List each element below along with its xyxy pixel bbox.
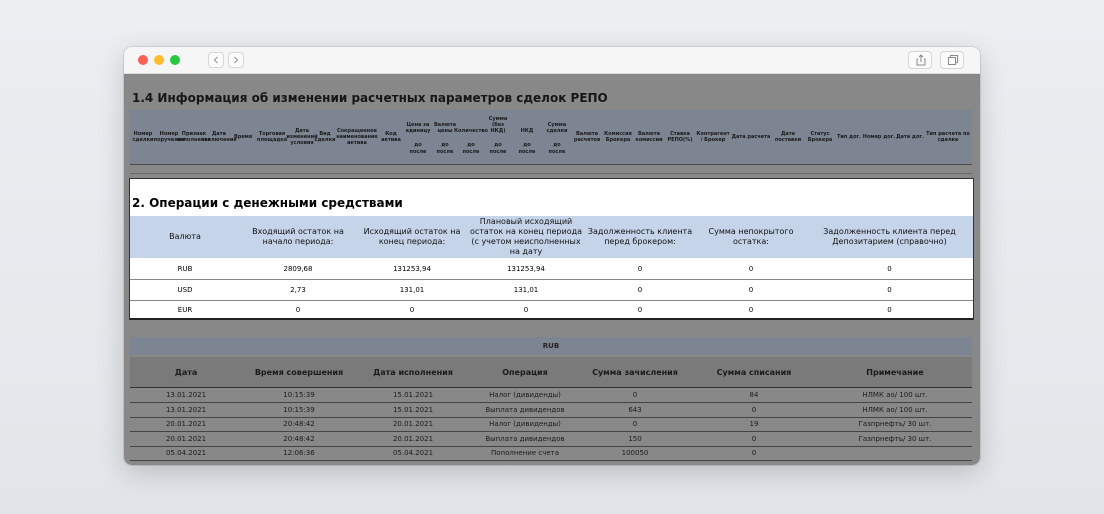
repo-sub-after: после bbox=[518, 149, 536, 155]
cash-cell: 0 bbox=[637, 306, 643, 314]
repo-col-header: Тип расчета по сделке bbox=[926, 131, 970, 143]
cash-col-header: Входящий остаток на начало периода: bbox=[252, 227, 344, 246]
ops-cell: НЛМК ао/ 100 шт. bbox=[862, 391, 928, 399]
ops-col-header: Дата bbox=[174, 367, 198, 377]
window-titlebar bbox=[124, 47, 980, 74]
cash-cell: 0 bbox=[887, 265, 892, 273]
repo-col-header: Дата изменений условия bbox=[286, 128, 318, 146]
repo-col-header: Сумма сделки bbox=[546, 122, 568, 134]
repo-col-header: Валюта цены bbox=[434, 122, 456, 134]
ops-cell: 19 bbox=[749, 420, 759, 428]
ops-cell: Налог (дивиденды) bbox=[489, 391, 561, 399]
repo-sub-after: после bbox=[462, 149, 480, 155]
repo-col-header: Количество bbox=[454, 128, 488, 134]
ops-cell: 0 bbox=[751, 405, 757, 414]
repo-table-header bbox=[130, 110, 972, 164]
cash-cell: 0 bbox=[748, 306, 754, 314]
cash-col-header: Валюта bbox=[169, 232, 201, 241]
page-content bbox=[124, 74, 980, 465]
ops-cell: 0 bbox=[751, 434, 757, 443]
ops-cell: 643 bbox=[628, 405, 642, 414]
repo-col-header: Тип дог. bbox=[836, 134, 862, 140]
ops-cell: 13.01.2021 bbox=[165, 391, 207, 399]
close-window-button[interactable] bbox=[138, 55, 148, 65]
cash-cell: 2,73 bbox=[290, 285, 306, 294]
forward-button[interactable] bbox=[228, 52, 244, 68]
repo-sub-after: после bbox=[548, 149, 566, 155]
cash-cell: 0 bbox=[637, 265, 643, 273]
ops-table-header bbox=[130, 357, 972, 388]
repo-sub-after: после bbox=[436, 149, 454, 155]
ops-cell: 84 bbox=[749, 391, 759, 399]
ops-cell: 12:06:36 bbox=[283, 449, 315, 457]
ops-cell: Выплата дивидендов bbox=[485, 405, 565, 414]
cash-cell: 0 bbox=[887, 306, 892, 314]
cash-cell: 0 bbox=[523, 306, 529, 314]
ops-cell: 15.01.2021 bbox=[392, 391, 434, 399]
repo-col-header: Код актива bbox=[381, 131, 401, 143]
ops-cell: Налог (дивиденды) bbox=[489, 420, 561, 428]
cash-cell: 131253,94 bbox=[393, 265, 431, 273]
repo-col-header: Ставка РЕПО(%) bbox=[667, 131, 693, 143]
ops-cell: 0 bbox=[751, 449, 757, 457]
ops-currency-band: RUB bbox=[130, 337, 972, 355]
repo-sub-before: до bbox=[467, 142, 475, 148]
cash-table-header bbox=[130, 216, 973, 258]
repo-col-header: Комиссия Брокера bbox=[604, 131, 632, 143]
repo-sub-after: после bbox=[409, 149, 427, 155]
ops-col-header: Сумма зачисления bbox=[592, 367, 678, 377]
ops-cell: 20:48:42 bbox=[283, 420, 315, 428]
cash-cell: 0 bbox=[409, 306, 415, 314]
ops-table-row bbox=[130, 446, 972, 461]
cash-cell: 131253,94 bbox=[507, 265, 545, 273]
cash-cell: 0 bbox=[887, 285, 892, 294]
ops-cell: Пополнение счета bbox=[490, 449, 560, 457]
ops-table-row bbox=[130, 417, 972, 432]
cash-cell: 131,01 bbox=[399, 285, 425, 294]
repo-body-divider bbox=[130, 173, 972, 174]
ops-cell: 0 bbox=[632, 420, 638, 428]
ops-col-header: Сумма списания bbox=[716, 367, 792, 377]
ops-cell: 100050 bbox=[621, 449, 649, 457]
share-button[interactable] bbox=[908, 51, 932, 69]
repo-col-header: Валюта расчетов bbox=[573, 131, 601, 143]
repo-col-header: Дата заключения bbox=[201, 131, 237, 143]
repo-col-header: Торговая площадка bbox=[256, 131, 288, 143]
repo-col-header: Дата поставки bbox=[774, 131, 802, 143]
repo-col-header: Сокращенное наименование актива bbox=[336, 128, 378, 146]
ops-cell bbox=[818, 446, 972, 460]
repo-col-header: Вид сделки bbox=[314, 131, 336, 143]
repo-col-header: НКД bbox=[520, 128, 534, 134]
ops-cell: 10:15:39 bbox=[283, 391, 315, 399]
ops-col-header: Время совершения bbox=[254, 367, 344, 377]
repo-col-header: Признак исполнения bbox=[176, 131, 212, 143]
cash-table-bottom-border bbox=[130, 318, 973, 320]
ops-table-row bbox=[130, 403, 972, 418]
cash-table-row bbox=[130, 259, 973, 280]
repo-section-title: 1.4 Информация об изменении расчетных параметров сделок РЕПО bbox=[132, 91, 608, 105]
repo-col-header: Сумма (без НКД) bbox=[488, 116, 508, 134]
ops-cell: 20.01.2021 bbox=[392, 420, 434, 428]
cash-section-title: 2. Операции с денежными средствами bbox=[132, 196, 403, 210]
chevron-left-icon bbox=[212, 56, 220, 64]
repo-col-header: Время bbox=[233, 134, 253, 140]
ops-cell: Выплата дивидендов bbox=[485, 434, 565, 443]
repo-col-header: Дата расчета bbox=[731, 134, 771, 140]
ops-cell: 20:48:42 bbox=[283, 434, 315, 443]
repo-header-divider bbox=[130, 164, 972, 165]
minimize-window-button[interactable] bbox=[154, 55, 164, 65]
ops-col-header: Операция bbox=[502, 367, 548, 377]
ops-cell: 0 bbox=[632, 391, 638, 399]
ops-cell: НЛМК ао/ 100 шт. bbox=[862, 405, 928, 414]
cash-cell: 0 bbox=[748, 285, 754, 294]
cash-table-row bbox=[130, 280, 973, 301]
cash-col-header: Задолженность клиента перед Депозитарием (справочно) bbox=[823, 227, 956, 246]
cash-col-header: Задолженность клиента перед брокером: bbox=[587, 227, 693, 246]
chevron-right-icon bbox=[232, 56, 240, 64]
repo-col-header: Номер поручения bbox=[153, 131, 185, 143]
tabs-overview-button[interactable] bbox=[940, 51, 964, 69]
cash-col-header: Плановый исходящий остаток на конец периода (с учетом неисполненных на дату bbox=[469, 217, 583, 256]
back-button[interactable] bbox=[208, 52, 224, 68]
repo-col-header: Контрагент / Брокер bbox=[696, 131, 730, 143]
browser-window bbox=[124, 47, 980, 465]
cash-cell: 131,01 bbox=[513, 285, 539, 294]
repo-col-header: Валюта комиссии bbox=[635, 131, 663, 143]
repo-col-header: Номер сделки bbox=[132, 131, 154, 143]
repo-col-header: Дата дог. bbox=[896, 134, 924, 140]
cash-col-header: Исходящий остаток на конец периода: bbox=[363, 227, 461, 246]
cash-cell: 0 bbox=[295, 306, 301, 314]
ops-cell: Газпрнефть/ 30 шт. bbox=[858, 434, 932, 443]
repo-sub-before: до bbox=[494, 142, 502, 148]
ops-cell: 13.01.2021 bbox=[165, 405, 207, 414]
zoom-window-button[interactable] bbox=[170, 55, 180, 65]
tabs-icon bbox=[947, 54, 959, 66]
repo-sub-before: до bbox=[414, 142, 422, 148]
ops-cell: 20.01.2021 bbox=[392, 434, 434, 443]
ops-cell: 05.04.2021 bbox=[165, 449, 207, 457]
cash-cell: RUB bbox=[177, 265, 193, 273]
repo-col-header: Номер дог. bbox=[862, 134, 896, 140]
ops-col-header: Примечание bbox=[866, 367, 924, 377]
repo-sub-before: до bbox=[441, 142, 449, 148]
ops-col-header: Дата исполнения bbox=[373, 367, 453, 377]
repo-sub-after: после bbox=[489, 149, 507, 155]
cash-col-header: Сумма непокрытого остатка: bbox=[708, 227, 794, 246]
ops-cell: 15.01.2021 bbox=[392, 405, 434, 414]
share-icon bbox=[915, 54, 927, 66]
repo-sub-before: до bbox=[553, 142, 561, 148]
ops-cell: 05.04.2021 bbox=[392, 449, 434, 457]
ops-cell: Газпрнефть/ 30 шт. bbox=[858, 420, 932, 428]
ops-table-row bbox=[130, 432, 972, 447]
ops-table-row bbox=[130, 388, 972, 403]
ops-cell: 10:15:39 bbox=[283, 405, 315, 414]
cash-cell: EUR bbox=[177, 306, 193, 314]
ops-cell: 150 bbox=[628, 434, 642, 443]
repo-col-header: Цена за единицу bbox=[405, 122, 431, 134]
cash-cell: 0 bbox=[748, 265, 754, 273]
cash-operations-panel bbox=[130, 179, 973, 319]
repo-col-header: Статус Брокера bbox=[807, 131, 833, 143]
ops-cell: 20.01.2021 bbox=[165, 434, 207, 443]
cash-cell: 2809,68 bbox=[283, 265, 313, 273]
repo-sub-before: до bbox=[523, 142, 531, 148]
cash-cell: 0 bbox=[637, 285, 643, 294]
cash-cell: USD bbox=[177, 285, 193, 294]
ops-cell: 20.01.2021 bbox=[165, 420, 207, 428]
